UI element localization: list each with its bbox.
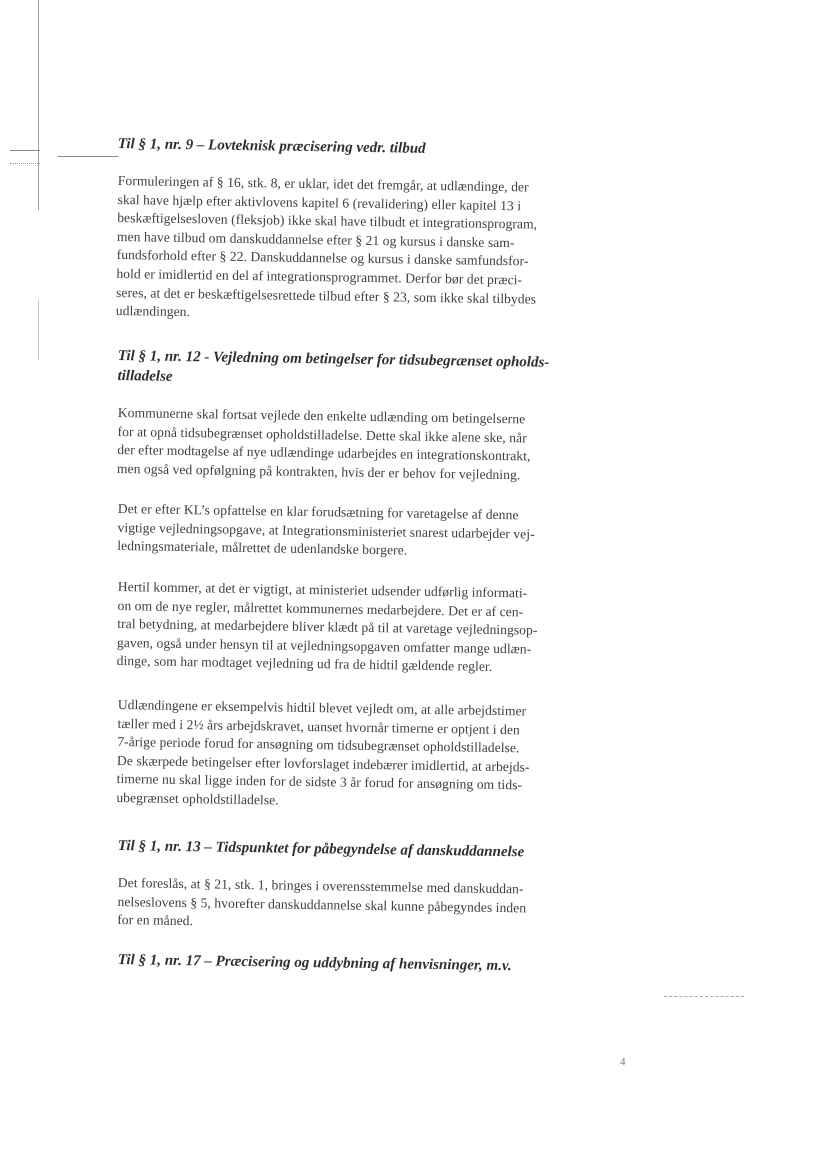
section-nr-9 [118, 134, 596, 162]
text-line: seres, at det er beskæftigelsesrettede tilbud efter § 23, som ikke skal tilbydes [115, 284, 537, 307]
paragraph [116, 696, 596, 815]
text-line: vigtige vejledningsopgave, at Integrationsministeriet snarest udarbejder vej- [117, 519, 535, 542]
section-heading: Til § 1, nr. 12 - Vejledning om betingelser for tidsubegrænset opholds- tilladelse [117, 347, 550, 385]
text-line: timerne nu skal ligge inden for de sidste 3 år forud for ansøgning om tids- [116, 771, 523, 793]
paragraph [117, 874, 596, 937]
paragraph [116, 172, 596, 328]
text-line: Formuleringen af § 16, stk. 8, er uklar, idet det fremgår, at udlændinge, der [117, 172, 529, 195]
text-line: gaven, også under hensyn til at vejledningsopgaven omfatter mange udlæn- [116, 634, 532, 657]
text-line: tæller med i 2½ års arbejdskravet, uanset hvornår timerne er optjent i den [117, 715, 520, 737]
text-line: ledningsmateriale, målrettet de udenlandske borgere. [117, 538, 408, 558]
text-line: udlændingen. [115, 303, 191, 320]
text-line: der efter modtagelse af nye udlændinge udarbejdes en integrationskontrakt, [117, 442, 531, 464]
paragraph [117, 500, 596, 563]
text-line: De skærpede betingelser efter lovforslaget indebærer imidlertid, at arbejds- [116, 752, 530, 775]
section-heading: Til § 1, nr. 9 – Lovteknisk præcisering vedr. tilbud [117, 135, 426, 157]
text-line: for at opnå tidsubegrænset opholdstilladelse. Dette skal ikke alene ske, når [117, 423, 527, 446]
text-line: men have tilbud om danskuddannelse efter § 21 og kursus i danske sam- [116, 228, 515, 251]
text-line: skal have hjælp efter aktivlovens kapitel 6 (revalidering) eller kapitel 13 i [117, 191, 522, 213]
section-heading: Til § 1, nr. 17 – Præcisering og uddybning af henvisninger, m.v. [117, 951, 512, 975]
scan-artifact-mark [10, 150, 40, 164]
page-number: 4 [620, 1056, 626, 1068]
text-line: Det er efter KL’s opfattelse en klar forudsætning for varetagelse af denne [117, 500, 519, 523]
text-line: hold er imidlertid en del af integrationsprogrammet. Derfor bør det præci- [116, 265, 523, 288]
paragraph [117, 578, 596, 678]
section-nr-17 [118, 950, 596, 978]
text-line: dinge, som har modtaget vejledning ud fra de hidtil gældende regler. [116, 653, 493, 675]
text-line: Kommunerne skal fortsat vejlede den enkelte udlænding om betingelserne [117, 404, 526, 427]
scan-artifact-line [38, 0, 39, 210]
text-line: nelseslovens § 5, hvorefter danskuddannelse skal kunne påbegyndes inden [117, 893, 527, 916]
text-line: Det foreslås, at § 21, stk. 1, bringes i overensstemmelse med danskuddan- [117, 874, 524, 897]
section-nr-13 [118, 836, 596, 864]
text-line: on om de nye regler, målrettet kommunernes medarbejdere. Det er af cen- [117, 597, 524, 619]
text-line: 7-årige periode forud for ansøgning om tidsubegrænset opholdstilladelse. [117, 734, 520, 756]
text-line: men også ved opfølgning på kontrakten, hvis der er behov for vejledning. [116, 460, 521, 483]
text-line: fundsforhold efter § 22. Danskuddannelse og kursus i danske samfundsfor- [116, 247, 529, 269]
text-line: Hertil kommer, at det er vigtigt, at ministeriet udsender udførlig informati- [117, 578, 528, 601]
text-line: ubegrænset opholdstilladelse. [116, 789, 279, 808]
scan-artifact-mark [58, 156, 118, 157]
text-line: Udlændingene er eksempelvis hidtil blevet vejledt om, at alle arbejdstimer [117, 696, 527, 719]
scan-artifact-dash [664, 996, 744, 998]
text-line: beskæftigelsesloven (fleksjob) ikke skal have tilbudt et integrationsprogram, [117, 210, 538, 232]
section-nr-12 [117, 346, 596, 394]
paragraph [117, 404, 596, 486]
section-heading: Til § 1, nr. 13 – Tidspunktet for påbegyndelse af danskuddannelse [117, 837, 525, 861]
text-line: for en måned. [117, 912, 194, 929]
text-line: tral betydning, at medarbejdere bliver klædt på til at varetage vejledningsop- [117, 616, 538, 638]
scan-artifact-line [38, 300, 39, 360]
